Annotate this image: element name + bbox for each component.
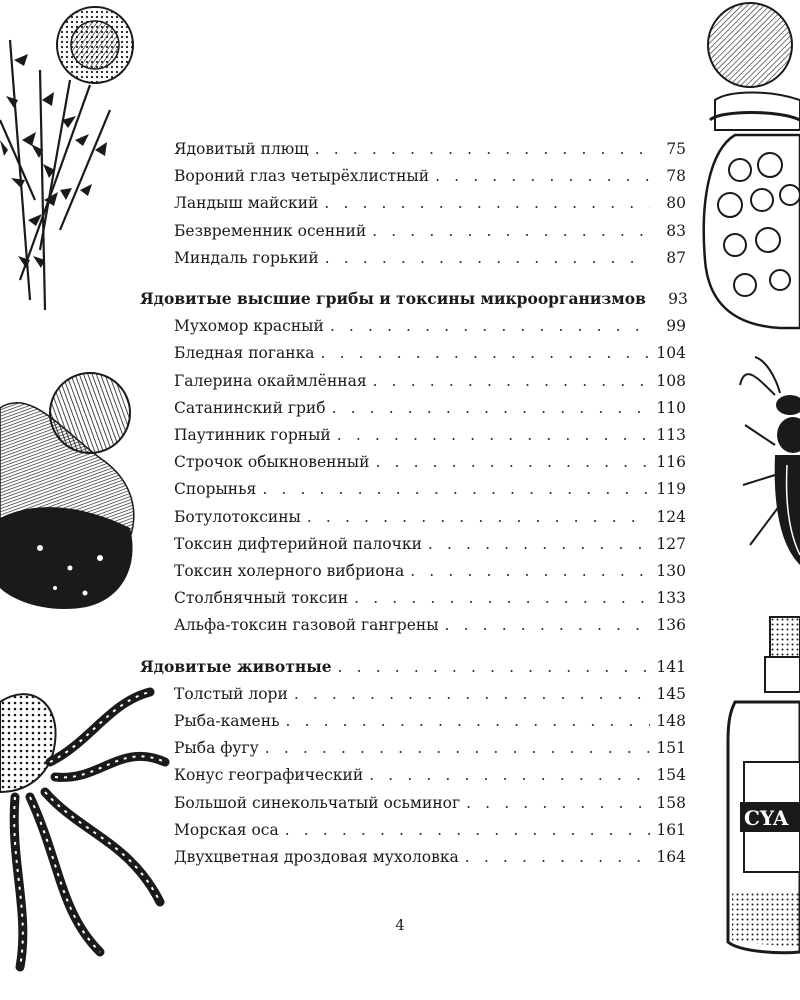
- toc-entry-page: 148: [656, 712, 686, 730]
- leader-dots: [375, 452, 650, 472]
- leader-dots: [285, 820, 650, 840]
- toc-entry-page: 154: [656, 766, 686, 785]
- toc-entry-page: 161: [656, 820, 686, 839]
- toc-entry-title: Конус географический: [174, 766, 364, 785]
- toc-entry-title: Бледная поганка: [174, 344, 315, 363]
- toc-entry[interactable]: [174, 343, 686, 363]
- toc-entry[interactable]: [174, 139, 686, 159]
- toc-entry-page: 119: [656, 480, 686, 499]
- leader-dots: [338, 657, 650, 677]
- toc-entry[interactable]: [174, 452, 686, 472]
- toc-entry-title: Ядовитый плющ: [174, 140, 309, 158]
- leader-dots: [369, 765, 650, 785]
- toc-entry-page: 87: [666, 248, 686, 267]
- toc-entry-page: 164: [656, 848, 686, 866]
- toc-entry[interactable]: [174, 316, 686, 336]
- leader-dots: [332, 398, 650, 418]
- toc-entry-title: Токсин холерного вибриона: [174, 562, 405, 580]
- toc-entry-page: 104: [656, 344, 686, 363]
- toc-entry-title: Мухомор красный: [174, 317, 324, 336]
- toc-entry-page: 158: [656, 793, 686, 812]
- toc-entry-title: Ботулотоксины: [174, 507, 301, 526]
- leader-dots: [294, 684, 650, 704]
- toc-entry-title: Безвременник осенний: [174, 221, 367, 240]
- toc-entry[interactable]: [174, 425, 686, 445]
- toc-entry[interactable]: [174, 847, 686, 867]
- toc-entry[interactable]: [174, 479, 686, 499]
- toc-entry-title: Столбнячный токсин: [174, 589, 349, 608]
- section-heading[interactable]: [140, 289, 686, 309]
- leader-dots: [315, 139, 650, 159]
- toc-entry-page: 133: [656, 589, 686, 608]
- toc-entry[interactable]: [174, 193, 686, 213]
- leader-dots: [325, 248, 650, 268]
- section-heading-title: Ядовитые животные: [140, 656, 332, 676]
- toc-entry-title: Рыба-камень: [174, 712, 280, 730]
- toc-entry-title: Толстый лори: [174, 684, 288, 703]
- toc-entry-page: 80: [666, 194, 686, 213]
- leader-dots: [445, 615, 650, 635]
- leader-dots: [428, 534, 650, 554]
- toc-entry-page: 130: [656, 562, 686, 580]
- toc-entry-title: Вороний глаз четырёхлистный: [174, 167, 430, 186]
- toc-entry[interactable]: [174, 561, 686, 581]
- leader-dots: [265, 738, 650, 758]
- toc-entry-page: 99: [666, 317, 686, 336]
- leader-dots: [372, 221, 650, 241]
- toc-entry-page: 124: [656, 507, 686, 526]
- leader-dots: [337, 425, 650, 445]
- toc-entry-page: 78: [666, 167, 686, 186]
- toc-entry[interactable]: [174, 588, 686, 608]
- toc-entry-title: Галерина окаймлённая: [174, 371, 367, 390]
- section-heading-page: 141: [656, 657, 686, 676]
- leader-dots: [373, 371, 650, 391]
- leader-dots: [466, 793, 650, 813]
- leader-dots: [262, 479, 650, 499]
- toc-entry[interactable]: [174, 711, 686, 731]
- toc-entry[interactable]: [174, 248, 686, 268]
- toc-entry[interactable]: [174, 684, 686, 704]
- leader-dots: [330, 316, 650, 336]
- toc-entry-title: Альфа-токсин газовой гангрены: [174, 616, 439, 635]
- toc-entry-page: 75: [666, 140, 686, 158]
- toc-entry-page: 127: [656, 534, 686, 553]
- toc-entry[interactable]: [174, 738, 686, 758]
- leader-dots: [354, 588, 650, 608]
- toc-entry-title: Сатанинский гриб: [174, 398, 326, 417]
- toc-entry-title: Спорынья: [174, 480, 257, 499]
- toc-entry[interactable]: [174, 507, 686, 527]
- page-number: 4: [395, 916, 405, 934]
- toc-entry-page: 136: [656, 616, 686, 635]
- toc-entry-title: Ландыш майский: [174, 194, 319, 213]
- toc-entry-title: Строчок обыкновенный: [174, 453, 370, 472]
- toc-entry-page: 116: [656, 453, 686, 472]
- toc-entry-page: 151: [656, 739, 686, 758]
- toc-entry-title: Миндаль горький: [174, 248, 319, 267]
- toc-entry[interactable]: [174, 820, 686, 840]
- toc-entry-title: Токсин дифтерийной палочки: [174, 534, 422, 553]
- toc-entry-title: Двухцветная дроздовая мухоловка: [174, 848, 459, 866]
- leader-dots: [410, 561, 650, 581]
- toc-entry-title: Рыба фугу: [174, 739, 259, 758]
- section-heading[interactable]: [140, 657, 686, 677]
- toc-entry-title: Морская оса: [174, 820, 279, 839]
- toc-entry-page: 145: [656, 684, 686, 703]
- toc-entry[interactable]: [174, 221, 686, 241]
- toc-entry[interactable]: [174, 765, 686, 785]
- section-heading-page: 93: [668, 290, 688, 308]
- leader-dots: [321, 343, 650, 363]
- toc-entry-page: 110: [656, 398, 686, 417]
- toc-entry[interactable]: [174, 371, 686, 391]
- toc-entry[interactable]: [174, 398, 686, 418]
- toc-entry[interactable]: [174, 534, 686, 554]
- toc-entry-title: Большой синекольчатый осьминог: [174, 793, 461, 812]
- toc-entry-title: Паутинник горный: [174, 426, 331, 444]
- leader-dots: [307, 507, 650, 527]
- leader-dots: [286, 711, 650, 731]
- leader-dots: [465, 847, 650, 867]
- toc-entry-page: 113: [656, 426, 686, 444]
- toc-entry[interactable]: [174, 793, 686, 813]
- leader-dots: [435, 166, 650, 186]
- bottle-label: CYA: [744, 806, 789, 830]
- toc-entry[interactable]: [174, 615, 686, 635]
- leader-dots: [324, 193, 650, 213]
- toc-entry-page: 108: [656, 371, 686, 390]
- toc-entry-page: 83: [666, 221, 686, 240]
- toc-entry[interactable]: [174, 166, 686, 186]
- section-heading-title: Ядовитые высшие грибы и токсины микроорганизмов: [140, 289, 646, 308]
